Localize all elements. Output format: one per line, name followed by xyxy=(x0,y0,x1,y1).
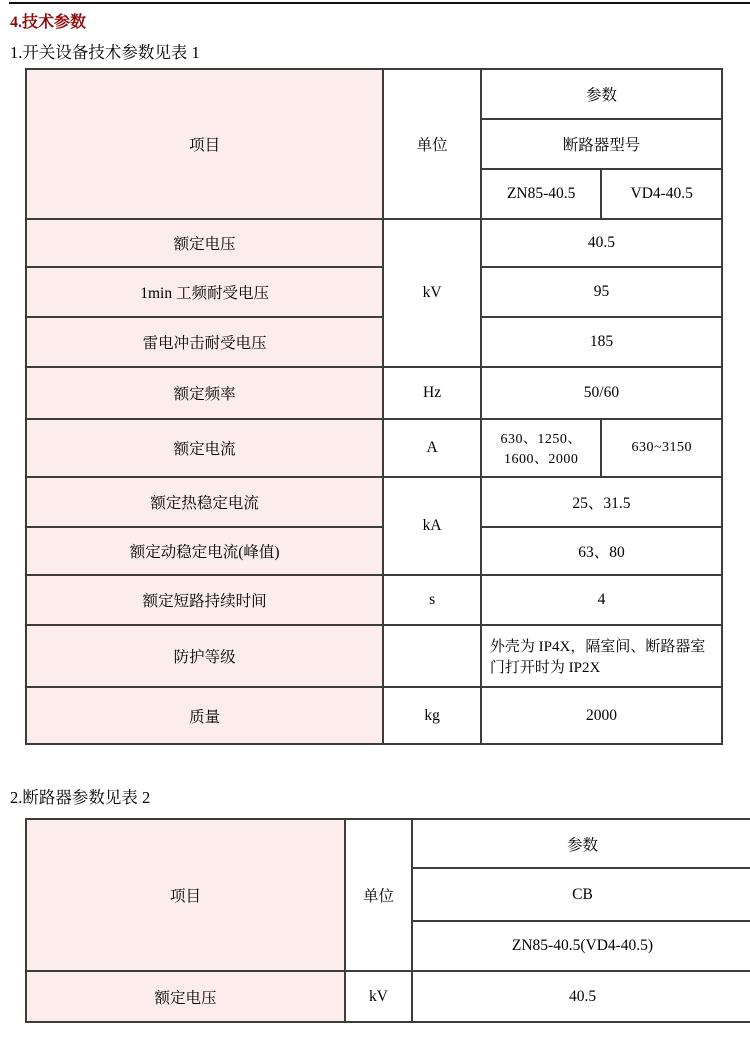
t1-mass-value: 2000 xyxy=(481,687,722,744)
t1-s-unit: s xyxy=(383,575,481,625)
table1-caption: 1.开关设备技术参数见表 1 xyxy=(10,43,200,62)
t1-thermal-label: 额定热稳定电流 xyxy=(26,477,383,527)
table-row xyxy=(26,317,722,367)
table-row xyxy=(26,219,722,267)
t2-kv-unit: kV xyxy=(345,971,412,1022)
t1-mass-label: 质量 xyxy=(26,687,383,744)
table-row xyxy=(26,971,750,1022)
t1-protection-value: 外壳为 IP4X，隔室间、断路器室门打开时为 IP2X xyxy=(481,625,722,687)
t2-header-item: 项目 xyxy=(26,819,345,971)
table-row xyxy=(26,819,750,868)
page-header-rule xyxy=(9,2,750,4)
t1-lightning-label: 雷电冲击耐受电压 xyxy=(26,317,383,367)
t1-hz-unit: Hz xyxy=(383,367,481,419)
t1-dynamic-label: 额定动稳定电流(峰值) xyxy=(26,527,383,575)
t1-header-model-vd: VD4-40.5 xyxy=(601,169,722,219)
table-row xyxy=(26,69,722,119)
t1-header-unit: 单位 xyxy=(383,69,481,219)
table-row xyxy=(26,575,722,625)
t1-header-breaker-model: 断路器型号 xyxy=(481,119,722,169)
t1-rated-current-vd-value: 630~3150 xyxy=(601,419,722,477)
t1-header-model-zn: ZN85-40.5 xyxy=(481,169,602,219)
section-title: 4.技术参数 xyxy=(10,14,87,31)
t1-dynamic-value: 63、80 xyxy=(481,527,722,575)
t2-rated-voltage-value: 40.5 xyxy=(412,971,750,1022)
t1-kv-unit: kV xyxy=(383,219,481,367)
table-row xyxy=(26,625,722,687)
table-row xyxy=(26,267,722,317)
table-row xyxy=(26,687,722,744)
breaker-params-table xyxy=(25,818,750,1023)
t1-duration-label: 额定短路持续时间 xyxy=(26,575,383,625)
table-row xyxy=(26,527,722,575)
t1-power-freq-value: 95 xyxy=(481,267,722,317)
t1-protection-unit xyxy=(383,625,481,687)
t1-power-freq-label: 1min 工频耐受电压 xyxy=(26,267,383,317)
t1-lightning-value: 185 xyxy=(481,317,722,367)
t1-a-unit: A xyxy=(383,419,481,477)
table-row xyxy=(26,367,722,419)
t1-protection-label: 防护等级 xyxy=(26,625,383,687)
switchgear-params-table xyxy=(25,68,723,745)
t1-header-item: 项目 xyxy=(26,69,383,219)
t1-rated-voltage-value: 40.5 xyxy=(481,219,722,267)
t1-ka-unit: kA xyxy=(383,477,481,575)
table-row xyxy=(26,419,722,477)
t1-rated-voltage-label: 额定电压 xyxy=(26,219,383,267)
t2-rated-voltage-label: 额定电压 xyxy=(26,971,345,1022)
t1-duration-value: 4 xyxy=(481,575,722,625)
t1-kg-unit: kg xyxy=(383,687,481,744)
t1-header-param: 参数 xyxy=(481,69,722,119)
t1-rated-current-zn-value: 630、1250、1600、2000 xyxy=(481,419,602,477)
t1-frequency-value: 50/60 xyxy=(481,367,722,419)
t1-thermal-value: 25、31.5 xyxy=(481,477,722,527)
t2-header-unit: 单位 xyxy=(345,819,412,971)
t2-header-model: ZN85-40.5(VD4-40.5) xyxy=(412,921,750,971)
t2-header-param: 参数 xyxy=(412,819,750,868)
t1-rated-current-label: 额定电流 xyxy=(26,419,383,477)
t1-frequency-label: 额定频率 xyxy=(26,367,383,419)
table2-caption: 2.断路器参数见表 2 xyxy=(10,788,151,807)
table-row xyxy=(26,477,722,527)
t2-header-cb: CB xyxy=(412,868,750,921)
